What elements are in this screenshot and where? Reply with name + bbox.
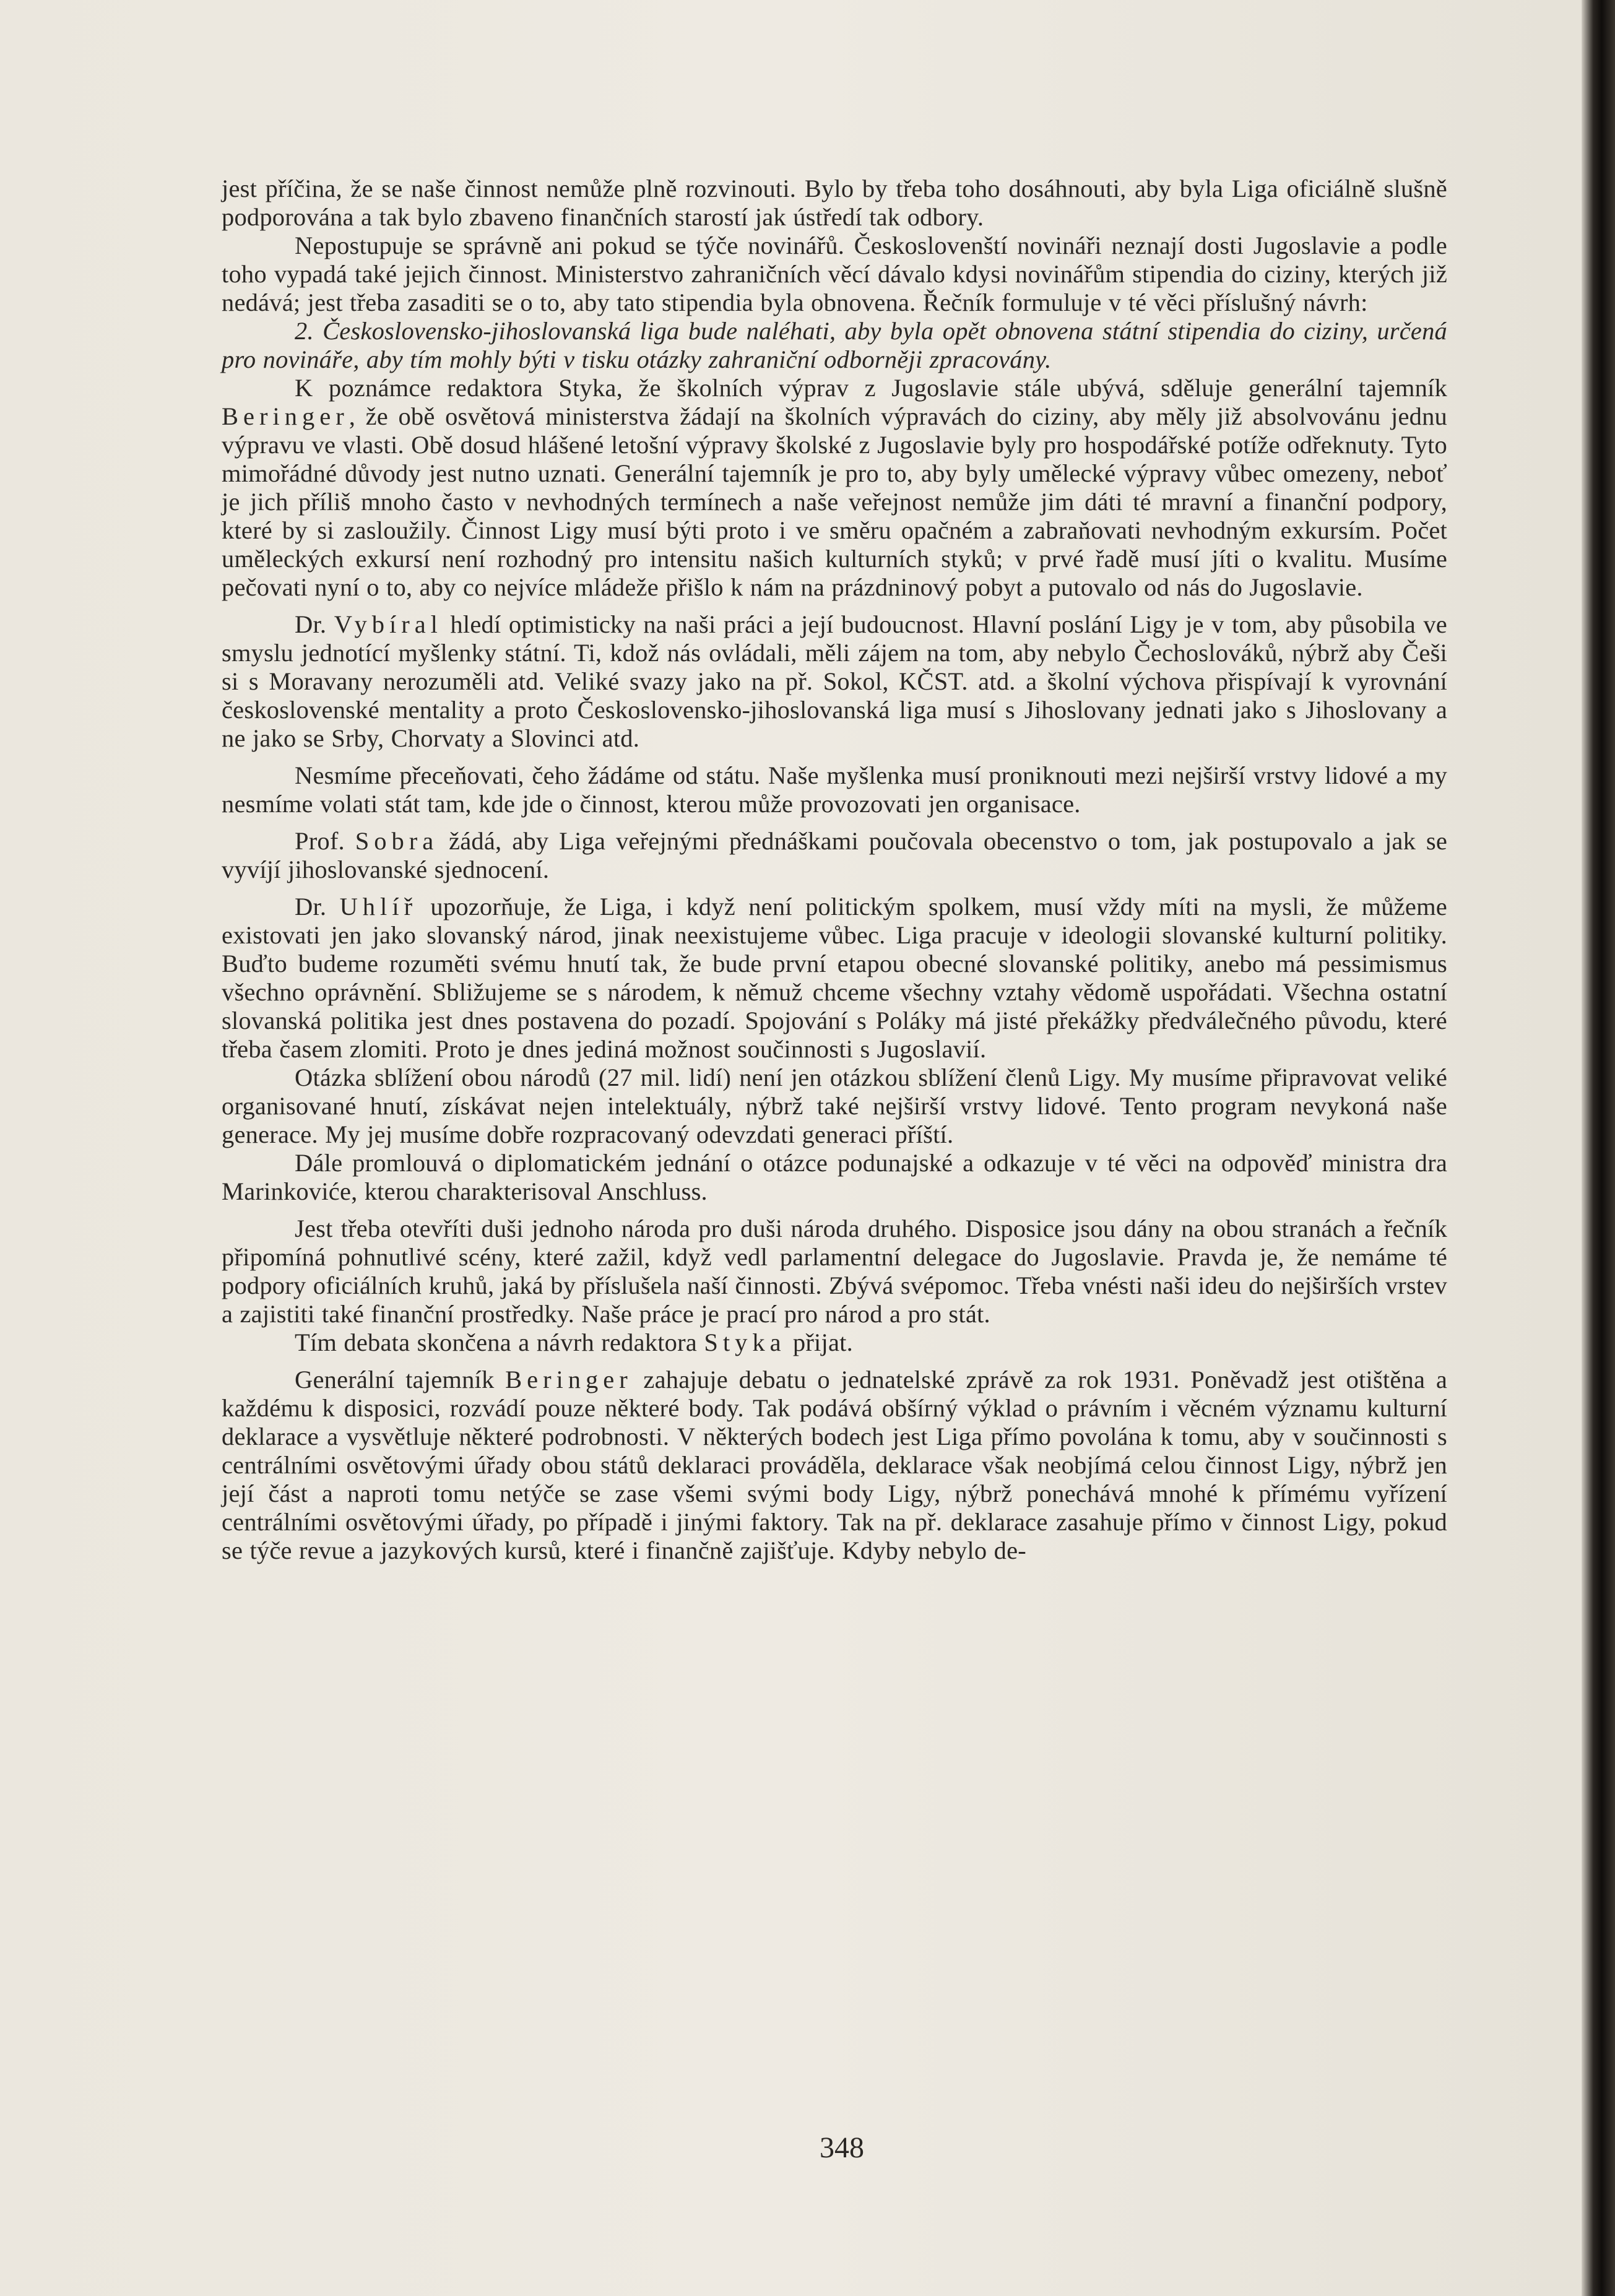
paragraph-8: Otázka sblížení obou národů (27 mil. lidí) není jen otázkou sblížení členů Ligy. My musíme připravovat veliké organisované hnutí, získávat nejen intelektuály, nýbrž také nejširší vrstvy lidové. Tento program nevykoná naše generace. My jej musíme dobře rozpracovaný odevzdati generaci příští. bbox=[222, 1064, 1447, 1148]
paragraph-9: Dále promlouvá o diplomatickém jednání o otázce podunajské a odkazuje v té věci na odpověď ministra dra Marinkoviće, kterou charakterisoval Anschluss. bbox=[222, 1149, 1447, 1205]
page-number: 348 bbox=[820, 2131, 864, 2164]
paragraph-7: Dr. Uhlíř upozorňuje, že Liga, i když není politickým spolkem, musí vždy míti na mysli, že můžeme existovati jen jako slovanský národ, jinak neexistujeme vůbec. Liga pracuje v ideologii slovanské kulturní politiky. Buďto budeme rozuměti svému hnutí tak, že bude první etapou obecné slovanské politiky, anebo má pessimismus všechno oprávnění. Sbližujeme se s národem, k němuž chceme všechny vztahy vědomě uspořádati. Všechna ostatní slovanská politika jest dnes postavena do pozadí. Spojování s Poláky má jisté překážky předválečného původu, které třeba časem zlomiti. Proto je dnes jediná možnost součinnosti s Jugoslavií. bbox=[222, 893, 1447, 1063]
name-beringer-2: Beringer bbox=[505, 1366, 633, 1393]
paragraph-11: Tím debata skončena a návrh redaktora Styka přijat. bbox=[295, 1328, 853, 1356]
paragraph-1: jest příčina, že se naše činnost nemůže plně rozvinouti. Bylo by třeba toho dosáhnouti, aby byla Liga oficiálně slušně podporována a tak bylo zbaveno finančních starostí jak ústředí tak odbory. bbox=[222, 175, 1447, 231]
paragraph-12: Generální tajemník Beringer zahajuje debatu o jednatelské zprávě za rok 1931. Poněvadž jest otištěna a každému k disposici, rozvádí pouze některé body. Tak podává obšírný výklad o právním i věcném významu kulturní deklarace a vysvětluje některé podrobnosti. V některých bodech jest Liga přímo povolána k tomu, aby v součinnosti s centrálními osvětovými úřady obou států deklaraci prováděla, deklarace však neobjímá celou činnost Ligy, nýbrž jen její část a naproti tomu netýče se zase všemi svými body Ligy, nýbrž ponechává mnohé k přímému vyřízení centrálními osvětovými úřady, po případě i jinými faktory. Tak na př. deklarace zasahuje přímo v činnost Ligy, pokud se týče revue a jazykových kursů, které i finančně zajišťuje. Kdyby nebylo de- bbox=[222, 1366, 1447, 1564]
name-beringer: Beringer bbox=[222, 402, 349, 430]
paragraph-2: Nepostupuje se správně ani pokud se týče novinářů. Českoslovenští novináři neznají dosti Jugoslavie a podle toho vypadá také jejich činnost. Ministerstvo zahraničních věcí dávalo kdysi novinářům stipendia do ciziny, kterých již nedává; jest třeba zasaditi se o to, aby tato stipendia byla obnovena. Řečník formuluje v té věci příslušný návrh: bbox=[222, 232, 1447, 316]
name-uhlir: Uhlíř bbox=[339, 893, 418, 921]
paragraph-3: K poznámce redaktora Styka, že školních výprav z Jugoslavie stále ubývá, sděluje generální tajemník Beringer, že obě osvětová ministerstva žádají na školních výpravách do ciziny, aby měly již absolvovánu jednu výpravu ve vlasti. Obě dosud hlášené letošní výpravy školské z Jugoslavie byly pro hospodářské potíže odřeknuty. Tyto mimořádné důvody jest nutno uznati. Generální tajemník je pro to, aby byly umělecké výpravy vůbec omezeny, neboť je jich příliš mnoho často v nevhodných termínech a naše veřejnost nemůže jim dáti té mravní a finanční podpory, které by si zasloužily. Činnost Ligy musí býti proto i ve směru opačném a zabraňovati nevhodným exkursím. Počet uměleckých exkursí není rozhodný pro intensitu našich kulturních styků; v prvé řadě musí jíti o kvalitu. Musíme pečovati nyní o to, aby co nejvíce mládeže přišlo k nám na prázdninový pobyt a putovalo od nás do Jugoslavie. bbox=[222, 374, 1447, 601]
body-text bbox=[222, 175, 1447, 1565]
name-styk: Styka bbox=[704, 1328, 786, 1356]
name-sobra: Sobra bbox=[355, 827, 439, 855]
paragraph-4: Dr. Vybíral hledí optimisticky na naši práci a její budoucnost. Hlavní poslání Ligy je v tom, aby působila ve smyslu jednotící myšlenky státní. Ti, kdož nás ovládali, měli zájem na tom, aby nebylo Čechoslováků, nýbrž aby Češi si s Moravany nerozuměli atd. Veliké svazy jako na př. Sokol, KČST. atd. a školní výchova přispívají k vyrovnání československé mentality a proto Československo-jihoslovanská liga musí s Jihoslovany jednati jako s Jihoslovany a ne jako se Srby, Chorvaty a Slovinci atd. bbox=[222, 610, 1447, 752]
name-vybiral: Vybíral bbox=[334, 610, 443, 638]
paragraph-5: Nesmíme přeceňovati, čeho žádáme od státu. Naše myšlenka musí proniknouti mezi nejširší vrstvy lidové a my nesmíme volati stát tam, kde jde o činnost, kterou může provozovati jen organisace. bbox=[222, 761, 1447, 818]
book-spine-shadow bbox=[1582, 0, 1615, 2296]
proposal-2: 2. Československo-jihoslovanská liga bude naléhati, aby byla opět obnovena státní stipendia do ciziny, určená pro novináře, aby tím mohly býti v tisku otázky zahraniční odborněji zpracovány. bbox=[222, 317, 1447, 373]
paragraph-10: Jest třeba otevříti duši jednoho národa pro duši národa druhého. Disposice jsou dány na obou stranách a řečník připomíná pohnutlivé scény, které zažil, když vedl parlamentní delegace do Jugoslavie. Pravda je, že nemáme té podpory oficiálních kruhů, jaká by příslušela naší činnosti. Zbývá svépomoc. Třeba vnésti naši ideu do nejširších vrstev a zajistiti také finanční prostředky. Naše práce je prací pro národ a pro stát. bbox=[222, 1215, 1447, 1328]
paragraph-6: Prof. Sobra žádá, aby Liga veřejnými přednáškami poučovala obecenstvo o tom, jak postupovalo a jak se vyvíjí jihoslovanské sjednocení. bbox=[222, 827, 1447, 883]
